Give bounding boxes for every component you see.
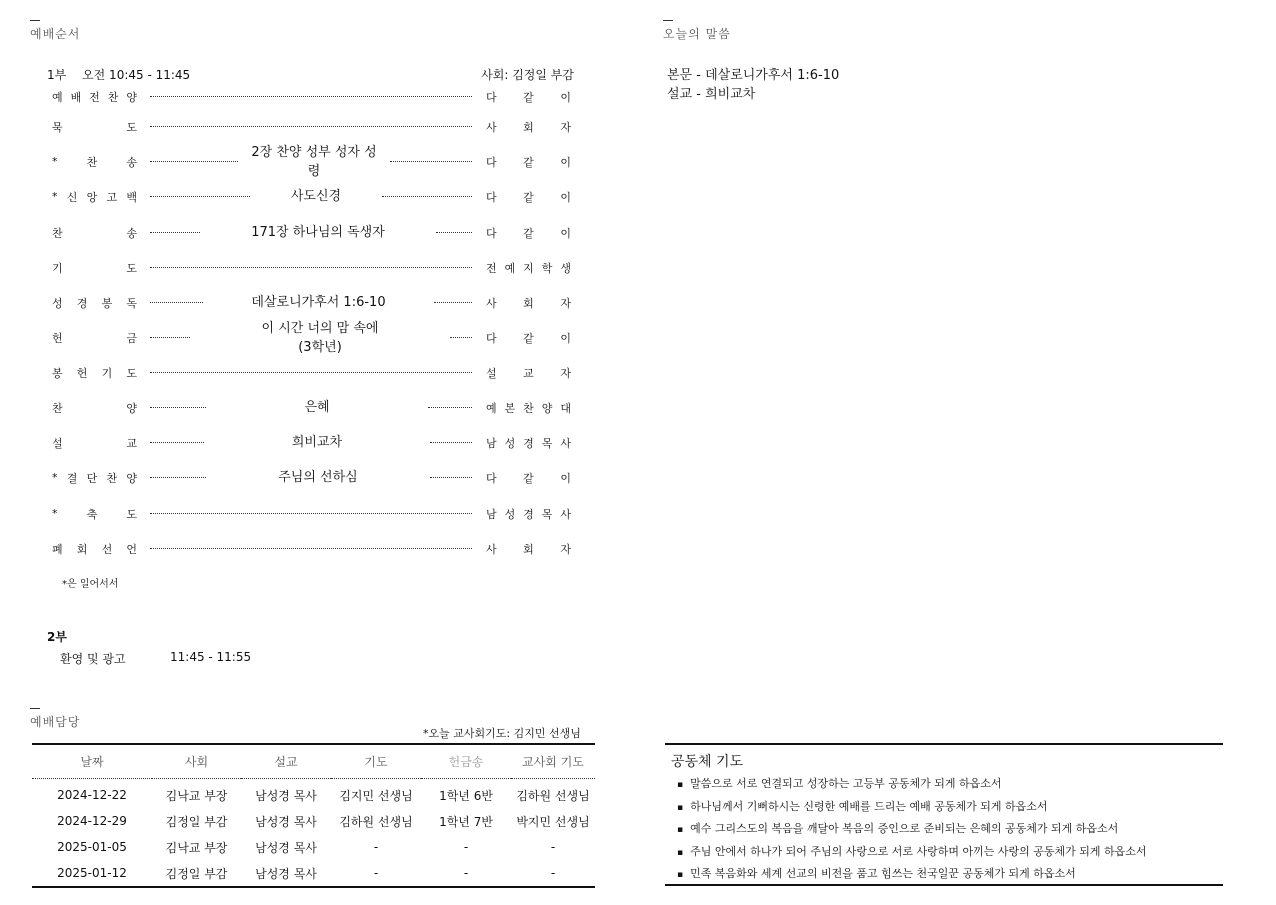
order-item-person: 다 같 이 xyxy=(486,331,571,345)
table-cell: 2024-12-22 xyxy=(57,788,127,802)
order-item-name: 묵 도 xyxy=(52,120,137,134)
table-cell: 김낙교 부장 xyxy=(165,788,228,803)
community-prayer-title: 공동체 기도 xyxy=(671,754,744,770)
duty-table xyxy=(32,743,595,888)
word-section-title: 오늘의 말씀 xyxy=(663,27,731,41)
order-item-name: * 신 앙 고 백 xyxy=(52,190,137,204)
order-row xyxy=(52,531,572,566)
order-item-person: 다 같 이 xyxy=(486,155,571,169)
part2-time: 11:45 - 11:55 xyxy=(170,650,252,664)
community-prayer-list xyxy=(677,773,1146,886)
header-offering-song: 헌금송 xyxy=(421,744,511,779)
table-cell: 김정일 부감 xyxy=(165,814,228,829)
part1-time: 오전 10:45 - 11:45 xyxy=(82,68,191,82)
leader-dots xyxy=(390,161,472,162)
order-item-name: * 찬 송 xyxy=(52,155,137,169)
table-cell: - xyxy=(550,866,556,880)
list-item: ▪ 예수 그리스도의 복음을 깨달아 복음의 증인으로 준비되는 은혜의 공동체가 되게 하옵소서 xyxy=(677,818,1146,841)
leader-dots xyxy=(150,232,200,233)
part1-label: 1부 xyxy=(47,68,67,82)
leader-dots xyxy=(150,442,204,443)
order-item-title: 171장 하나님의 독생자 xyxy=(251,225,385,240)
order-item-name: 찬 송 xyxy=(52,226,137,240)
order-item-title: 이 시간 너의 맘 속에 (3학년) xyxy=(261,320,379,355)
order-item-name: 기 도 xyxy=(52,261,137,275)
leader-dots xyxy=(150,548,472,549)
table-row xyxy=(32,834,595,860)
order-item-person: 다 같 이 xyxy=(486,471,571,485)
duty-table-header xyxy=(32,744,595,779)
order-item-name: 설 교 xyxy=(52,436,137,450)
table-cell: 남성경 목사 xyxy=(255,840,317,855)
table-cell: - xyxy=(550,840,556,854)
table-cell: - xyxy=(373,866,379,880)
order-row xyxy=(52,496,572,531)
leader-dots xyxy=(150,126,472,127)
order-item-name: 예 배 전 찬 양 xyxy=(52,90,137,104)
order-item-person: 다 같 이 xyxy=(486,226,571,240)
order-item-title: 희비교차 xyxy=(291,435,343,450)
order-item-name: * 축 도 xyxy=(52,507,137,521)
header-prayer: 기도 xyxy=(331,744,421,779)
table-cell: - xyxy=(463,866,469,880)
word-text: 본문 - 데살로니가후서 1:6-10 xyxy=(667,68,840,83)
leader-dots xyxy=(150,161,238,162)
duty-section-title: 예배담당 xyxy=(30,715,81,729)
standing-note: *은 일어서서 xyxy=(62,579,119,590)
table-cell: 남성경 목사 xyxy=(255,814,317,829)
order-item-person: 사 회 자 xyxy=(486,120,571,134)
table-cell: 1학년 7반 xyxy=(439,814,493,829)
leader-dots xyxy=(382,196,472,197)
order-item-person: 다 같 이 xyxy=(486,90,571,104)
leader-dots xyxy=(436,232,472,233)
community-prayer xyxy=(665,743,1223,886)
leader-dots xyxy=(150,477,206,478)
leader-dots xyxy=(150,96,472,97)
table-cell: 박지민 선생님 xyxy=(516,814,590,829)
teacher-prayer-note: *오늘 교사회기도: 김지민 선생님 xyxy=(423,727,581,740)
leader-dots xyxy=(150,337,190,338)
table-cell: - xyxy=(463,840,469,854)
leader-dots xyxy=(434,302,472,303)
leader-dots xyxy=(150,267,472,268)
table-cell: 김지민 선생님 xyxy=(339,788,413,803)
order-item-person: 사 회 자 xyxy=(486,296,571,310)
table-cell: 김하원 선생님 xyxy=(516,788,590,803)
order-row xyxy=(52,460,572,495)
order-item-title: 주님의 선하심 xyxy=(278,470,358,485)
order-row xyxy=(52,390,572,425)
leader-dots xyxy=(150,196,250,197)
leader-dots xyxy=(450,337,472,338)
order-section-title: 예배순서 xyxy=(30,27,81,41)
part1-leader: 사회: 김정일 부감 xyxy=(481,68,574,82)
list-item: ▪ 말씀으로 서로 연결되고 성장하는 고등부 공동체가 되게 하옵소서 xyxy=(677,773,1146,796)
part2-row xyxy=(60,650,252,667)
order-row xyxy=(52,250,572,285)
leader-dots xyxy=(150,513,472,514)
table-cell: 김하원 선생님 xyxy=(339,814,413,829)
order-row xyxy=(52,320,572,355)
order-item-title: 은혜 xyxy=(304,400,330,415)
list-item: ▪ 민족 복음화와 세계 선교의 비전을 품고 힘쓰는 천국일꾼 공동체가 되게 하옵소서 xyxy=(677,863,1146,886)
order-item-person: 전 예 지 학 생 xyxy=(486,261,571,275)
order-item-person: 다 같 이 xyxy=(486,190,571,204)
header-sermon: 설교 xyxy=(241,744,331,779)
leader-dots xyxy=(428,407,472,408)
order-item-person: 설 교 자 xyxy=(486,366,571,380)
order-row xyxy=(52,144,572,179)
order-row xyxy=(52,215,572,250)
order-row xyxy=(52,285,572,320)
part2-item: 환영 및 광고 xyxy=(60,652,126,666)
order-item-title: 데살로니가후서 1:6-10 xyxy=(251,295,386,310)
leader-dots xyxy=(150,372,472,373)
order-item-name: * 결 단 찬 양 xyxy=(52,471,137,485)
table-cell: 김낙교 부장 xyxy=(165,840,228,855)
order-item-person: 남 성 경 목 사 xyxy=(486,507,571,521)
leader-dots xyxy=(430,477,472,478)
order-row xyxy=(52,109,572,144)
order-item-name: 찬 양 xyxy=(52,401,137,415)
header-teacher-prayer: 교사회 기도 xyxy=(511,744,595,779)
header-date: 날짜 xyxy=(32,744,152,779)
list-item: ▪ 하나님께서 기뻐하시는 신령한 예배를 드리는 예배 공동체가 되게 하옵소서 xyxy=(677,796,1146,819)
order-item-title: 2장 찬양 성부 성자 성령 xyxy=(251,144,377,179)
table-cell: 1학년 6반 xyxy=(439,788,493,803)
table-cell: 남성경 목사 xyxy=(255,788,317,803)
list-item: ▪ 주님 안에서 하나가 되어 주님의 사랑으로 서로 사랑하며 아끼는 사랑의 공동체가 되게 하옵소서 xyxy=(677,841,1146,864)
table-cell: 남성경 목사 xyxy=(255,866,317,881)
leader-dots xyxy=(430,442,472,443)
table-cell: 2024-12-29 xyxy=(57,814,127,828)
table-cell: 2025-01-12 xyxy=(57,866,127,880)
leader-dots xyxy=(150,407,206,408)
order-item-name: 폐 회 선 언 xyxy=(52,542,137,556)
table-row xyxy=(32,860,595,887)
table-cell: - xyxy=(373,840,379,854)
order-item-name: 봉 헌 기 도 xyxy=(52,366,137,380)
order-item-name: 성 경 봉 독 xyxy=(52,296,137,310)
word-sermon: 설교 - 희비교차 xyxy=(667,87,756,102)
today-word xyxy=(667,66,839,104)
order-item-person: 예 본 찬 양 대 xyxy=(486,401,571,415)
order-item-title: 사도신경 xyxy=(290,189,342,204)
part2-label: 2부 xyxy=(47,630,67,644)
table-cell: 김정일 부감 xyxy=(165,866,228,881)
header-host: 사회 xyxy=(152,744,241,779)
order-item-name: 헌 금 xyxy=(52,331,137,345)
order-item-person: 남 성 경 목 사 xyxy=(486,436,571,450)
order-item-person: 사 회 자 xyxy=(486,542,571,556)
order-row xyxy=(52,355,572,390)
table-row xyxy=(32,808,595,834)
table-cell: 2025-01-05 xyxy=(57,840,127,854)
order-row xyxy=(52,179,572,214)
leader-dots xyxy=(150,302,203,303)
order-row xyxy=(52,425,572,460)
table-row xyxy=(32,779,595,809)
